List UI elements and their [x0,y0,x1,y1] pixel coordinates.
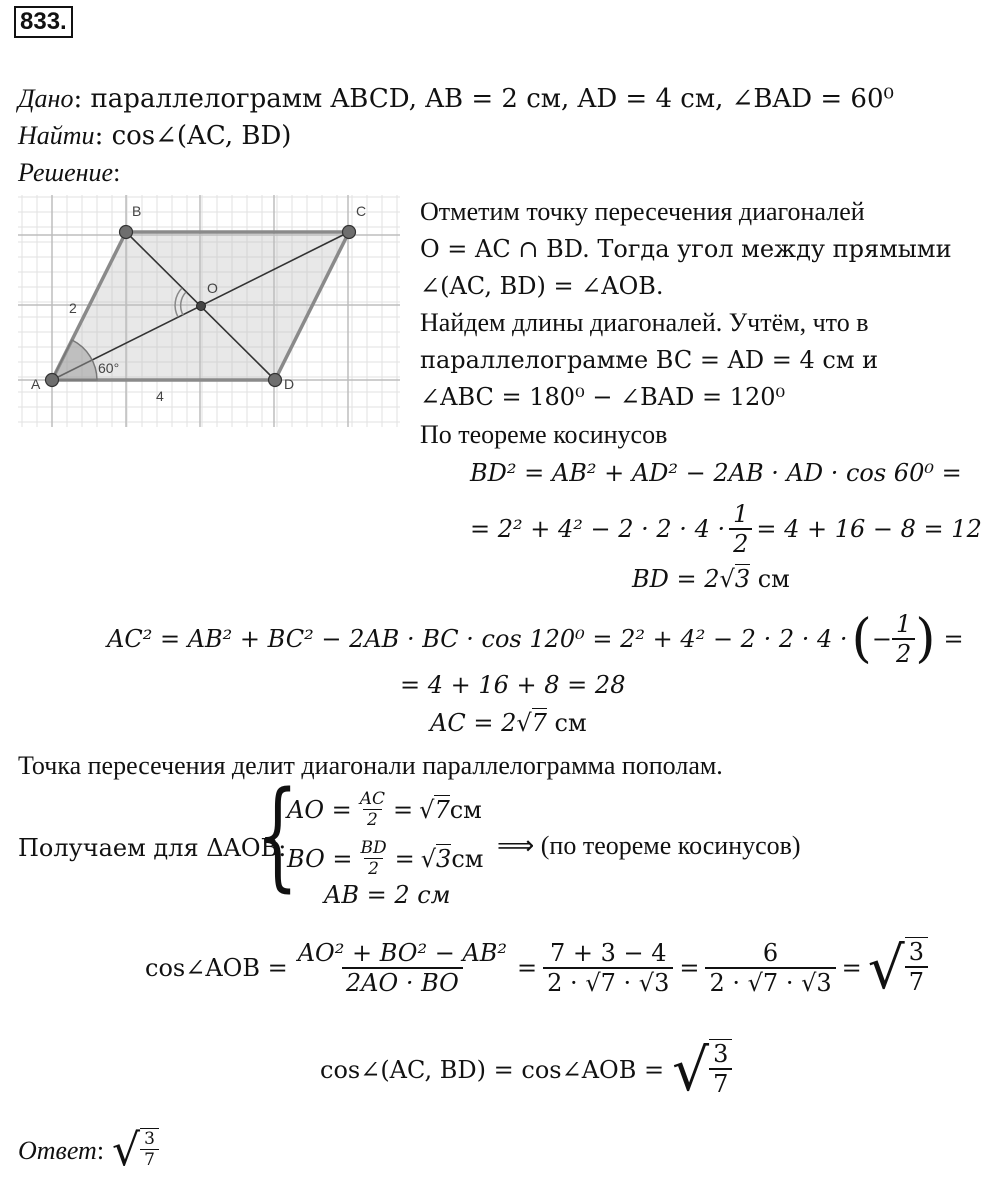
final-equation [320,1030,732,1110]
text-line-7: По теореме косинусов [420,420,668,449]
bd-unit: см [750,565,790,593]
bd-expansion-right: = 4 + 16 − 8 = 12 [756,515,982,543]
bd-result [632,565,790,593]
label-o: O [207,280,218,296]
ao-unit: см [449,795,482,824]
label-angle: 60° [98,360,120,376]
bo-eq: = [394,844,415,873]
system-row-1 [287,789,482,830]
final-den: 7 [709,1068,732,1098]
minus-sign: − [871,625,892,653]
ac-radicand: 7 [531,709,547,737]
ac-squared-line [107,610,964,668]
implication-text: ⟹ (по теореме косинусов) [497,831,801,860]
ac-eq: = [943,625,964,653]
point-d [269,374,282,387]
sqrt-icon: √ [112,1125,141,1176]
label-a: A [31,376,41,392]
point-a [46,374,59,387]
bo-fraction [357,838,391,879]
bd-expansion-line [470,500,982,558]
answer-line [18,1118,159,1184]
sqrt-icon: √ [516,709,532,737]
answer-num: 3 [144,1129,155,1149]
label-d: D [284,376,295,392]
bo-unit: см [451,844,484,873]
cos-f1-num: AO² + BO² − AB² [297,939,508,967]
label-c: C [356,203,367,219]
final-fraction [709,1039,732,1098]
system-intro: Получаем для ΔAOB: [18,834,287,862]
sqrt-icon: √ [867,934,905,1002]
text-line-3: ∠(AC, BD) = ∠AOB. [420,272,664,300]
neg-half-fraction [892,610,915,668]
given-text: : параллелограмм ABCD, AB = 2 см, AD = 4 см, ∠BAD = 60⁰ [73,84,894,114]
label-side-ab: 2 [69,300,77,316]
ac-unit: см [546,709,587,737]
cos-f3-den: 2 · √7 · √3 [705,967,835,997]
half-den: 2 [729,528,752,558]
final-lhs: cos∠(AC, BD) = cos∠AOB = [320,1056,665,1084]
bd-expansion-left: = 2² + 4² − 2 · 2 · 4 · [470,515,726,543]
bo-den: 2 [364,858,383,879]
answer-den: 7 [140,1149,159,1170]
cos-eq-1: = [517,954,538,982]
half-num: 1 [733,500,749,528]
cos-formula [145,928,928,1008]
neg-half-den: 2 [892,638,915,668]
text-line-1: Отметим точку пересечения диагоналей [420,197,865,226]
bo-left: BO = [287,844,353,873]
find-label: Найти [18,121,95,150]
ao-den: 2 [363,809,382,830]
point-c [343,226,356,239]
system-row-3: AB = 2 см [324,881,451,909]
text-line-6: ∠ABC = 180⁰ − ∠BAD = 120⁰ [420,383,786,411]
paren-close: ) [915,609,936,669]
point-b [120,226,133,239]
sqrt-icon: √ [419,795,435,824]
sqrt-icon: √ [420,844,437,873]
cos-f2-num: 7 + 3 − 4 [549,939,667,967]
cos-fraction-2 [543,939,673,997]
ao-fraction [356,789,389,830]
sqrt-icon: √ [672,1036,710,1104]
answer-colon: : [96,1136,105,1165]
parallelogram-figure [18,195,400,427]
bo-radicand: 3 [436,845,452,873]
find-line [18,121,291,151]
left-brace-icon: { [257,765,299,903]
ao-left: AO = [287,795,352,824]
ac-sum-line: = 4 + 16 + 8 = 28 [400,671,626,699]
label-side-ad: 4 [156,388,164,404]
cos-result-fraction [905,937,928,996]
ac-result [430,709,587,737]
ac-squared-left: AC² = AB² + BC² − 2AB · BC · cos 120⁰ = 2² + 4² − 2 · 2 · 4 · [107,625,848,653]
ao-num: AC [359,789,386,809]
system-row-2 [287,838,483,879]
label-b: B [132,203,142,219]
cos-eq-2: = [679,954,700,982]
cos-f3-num: 6 [762,939,779,967]
cos-lhs: cos∠AOB = [145,954,288,982]
ao-eq: = [393,795,414,824]
ac-result-left: AC = 2 [430,709,517,737]
solution-line [18,158,120,188]
cos-fraction-1 [294,939,511,997]
find-text: : cos∠(AC, BD) [94,121,292,151]
bd-radicand: 3 [734,565,751,593]
solution-colon: : [113,158,121,187]
cos-f1-den: 2AO · BO [342,967,463,997]
text-line-4: Найдем длины диагоналей. Учтём, что в [420,308,869,337]
problem-number: 833. [14,6,73,38]
cos-result-num: 3 [908,937,925,966]
bd-squared-line: BD² = AB² + AD² − 2AB · AD · cos 60⁰ = [470,459,962,487]
solution-label: Решение [18,158,114,187]
paren-open: ( [851,609,872,669]
halving-text: Точка пересечения делит диагонали параллелограмма пополам. [18,751,723,780]
cos-result-den: 7 [905,966,928,996]
neg-half-num: 1 [895,610,912,638]
text-line-5: параллелограмме BC = AD = 4 см и [420,346,879,374]
ao-radicand: 7 [434,796,450,824]
point-o [197,302,206,311]
given-label: Дано [18,84,74,113]
cos-eq-3: = [841,954,862,982]
final-num: 3 [713,1039,729,1068]
answer-label: Ответ [18,1136,97,1165]
text-line-2: O = AC ∩ BD. Тогда угол между прямыми [420,235,952,263]
answer-fraction [140,1128,159,1170]
cos-f2-den: 2 · √7 · √3 [543,967,673,997]
given-line [18,84,894,114]
half-fraction [729,500,752,558]
cos-fraction-3 [705,939,835,997]
sqrt-icon: √ [719,565,735,593]
bo-num: BD [360,838,387,858]
bd-result-left: BD = 2 [632,565,720,593]
